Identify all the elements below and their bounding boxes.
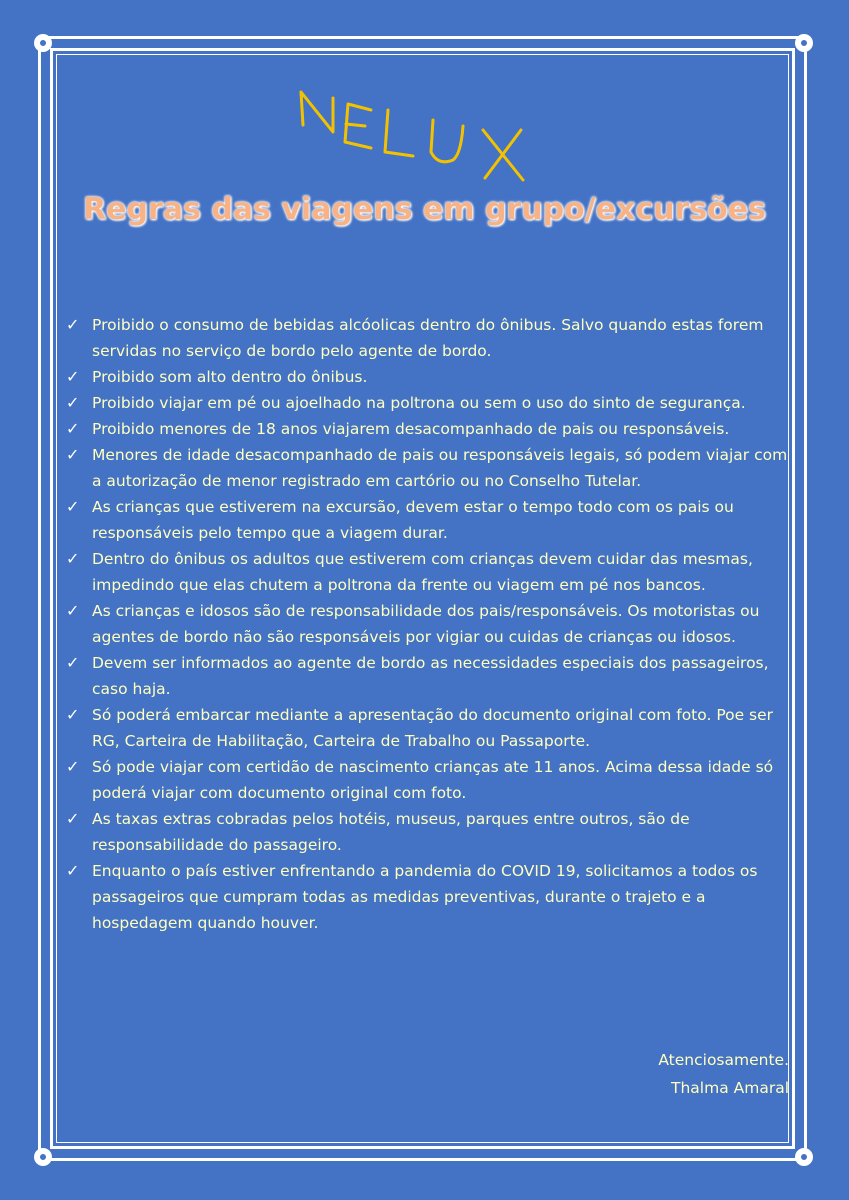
check-icon: ✓: [66, 601, 80, 620]
rule-item: [66, 416, 796, 442]
check-icon: ✓: [66, 705, 80, 724]
rule-item: [66, 364, 796, 390]
rule-text: As crianças e idosos são de responsabilidade dos pais/responsáveis. Os motoristas ou agentes de bordo não são responsáveis por vigiar ou cuidas de crianças ou idosos.: [92, 602, 760, 646]
rule-text: Devem ser informados ao agente de bordo as necessidades especiais dos passageiros, caso haja.: [92, 654, 769, 698]
corner-ornament-icon: [34, 34, 52, 52]
rule-item: [66, 858, 796, 936]
closing-signature: Thalma Amaral: [671, 1079, 789, 1097]
rule-text: Proibido som alto dentro do ônibus.: [92, 368, 368, 386]
corner-ornament-icon: [795, 34, 813, 52]
rule-item: [66, 754, 796, 806]
rule-text: Enquanto o país estiver enfrentando a pandemia do COVID 19, solicitamos a todos os passageiros que cumpram todas as medidas preventivas, durante o trajeto e a hospedagem quando houver.: [92, 862, 758, 932]
page-title: Regras das viagens em grupo/excursões: [83, 192, 766, 227]
corner-ornament-icon: [795, 1148, 813, 1166]
rule-text: Proibido menores de 18 anos viajarem desacompanhado de pais ou responsáveis.: [92, 420, 730, 438]
rule-item: [66, 546, 796, 598]
rule-item: [66, 702, 796, 754]
check-icon: ✓: [66, 757, 80, 776]
check-icon: ✓: [66, 861, 80, 880]
rule-item: [66, 494, 796, 546]
check-icon: ✓: [66, 315, 80, 334]
rule-item: [66, 598, 796, 650]
rule-text: As taxas extras cobradas pelos hotéis, museus, parques entre outros, são de responsabilidade do passageiro.: [92, 810, 690, 854]
rule-item: [66, 442, 796, 494]
rule-text: Só poderá embarcar mediante a apresentação do documento original com foto. Poe ser RG, Carteira de Habilitação, Carteira de Trabalho ou Passaporte.: [92, 706, 774, 750]
check-icon: ✓: [66, 445, 80, 464]
check-icon: ✓: [66, 367, 80, 386]
check-icon: ✓: [66, 549, 80, 568]
rule-text: Proibido o consumo de bebidas alcóolicas dentro do ônibus. Salvo quando estas forem servidas no serviço de bordo pelo agente de bordo.: [92, 316, 764, 360]
rule-text: Só pode viajar com certidão de nascimento crianças ate 11 anos. Acima dessa idade só poderá viajar com documento original com foto.: [92, 758, 774, 802]
check-icon: ✓: [66, 653, 80, 672]
closing-block: [658, 1046, 789, 1102]
rule-text: Proibido viajar em pé ou ajoelhado na poltrona ou sem o uso do sinto de segurança.: [92, 394, 746, 412]
rule-item: [66, 806, 796, 858]
rule-item: [66, 312, 796, 364]
corner-ornament-icon: [34, 1148, 52, 1166]
rule-text: As crianças que estiverem na excursão, devem estar o tempo todo com os pais ou responsáveis pelo tempo que a viagem durar.: [92, 498, 734, 542]
rule-item: [66, 650, 796, 702]
check-icon: ✓: [66, 809, 80, 828]
check-icon: ✓: [66, 393, 80, 412]
check-icon: ✓: [66, 419, 80, 438]
rule-item: [66, 390, 796, 416]
closing-salutation: Atenciosamente.: [658, 1051, 789, 1069]
nelux-logo: [293, 80, 533, 190]
check-icon: ✓: [66, 497, 80, 516]
rule-text: Menores de idade desacompanhado de pais ou responsáveis legais, só podem viajar com a autorização de menor registrado em cartório ou no Conselho Tutelar.: [92, 446, 788, 490]
rule-text: Dentro do ônibus os adultos que estiverem com crianças devem cuidar das mesmas, impedindo que elas chutem a poltrona da frente ou viagem em pé nos bancos.: [92, 550, 753, 594]
rules-list: [66, 312, 796, 936]
